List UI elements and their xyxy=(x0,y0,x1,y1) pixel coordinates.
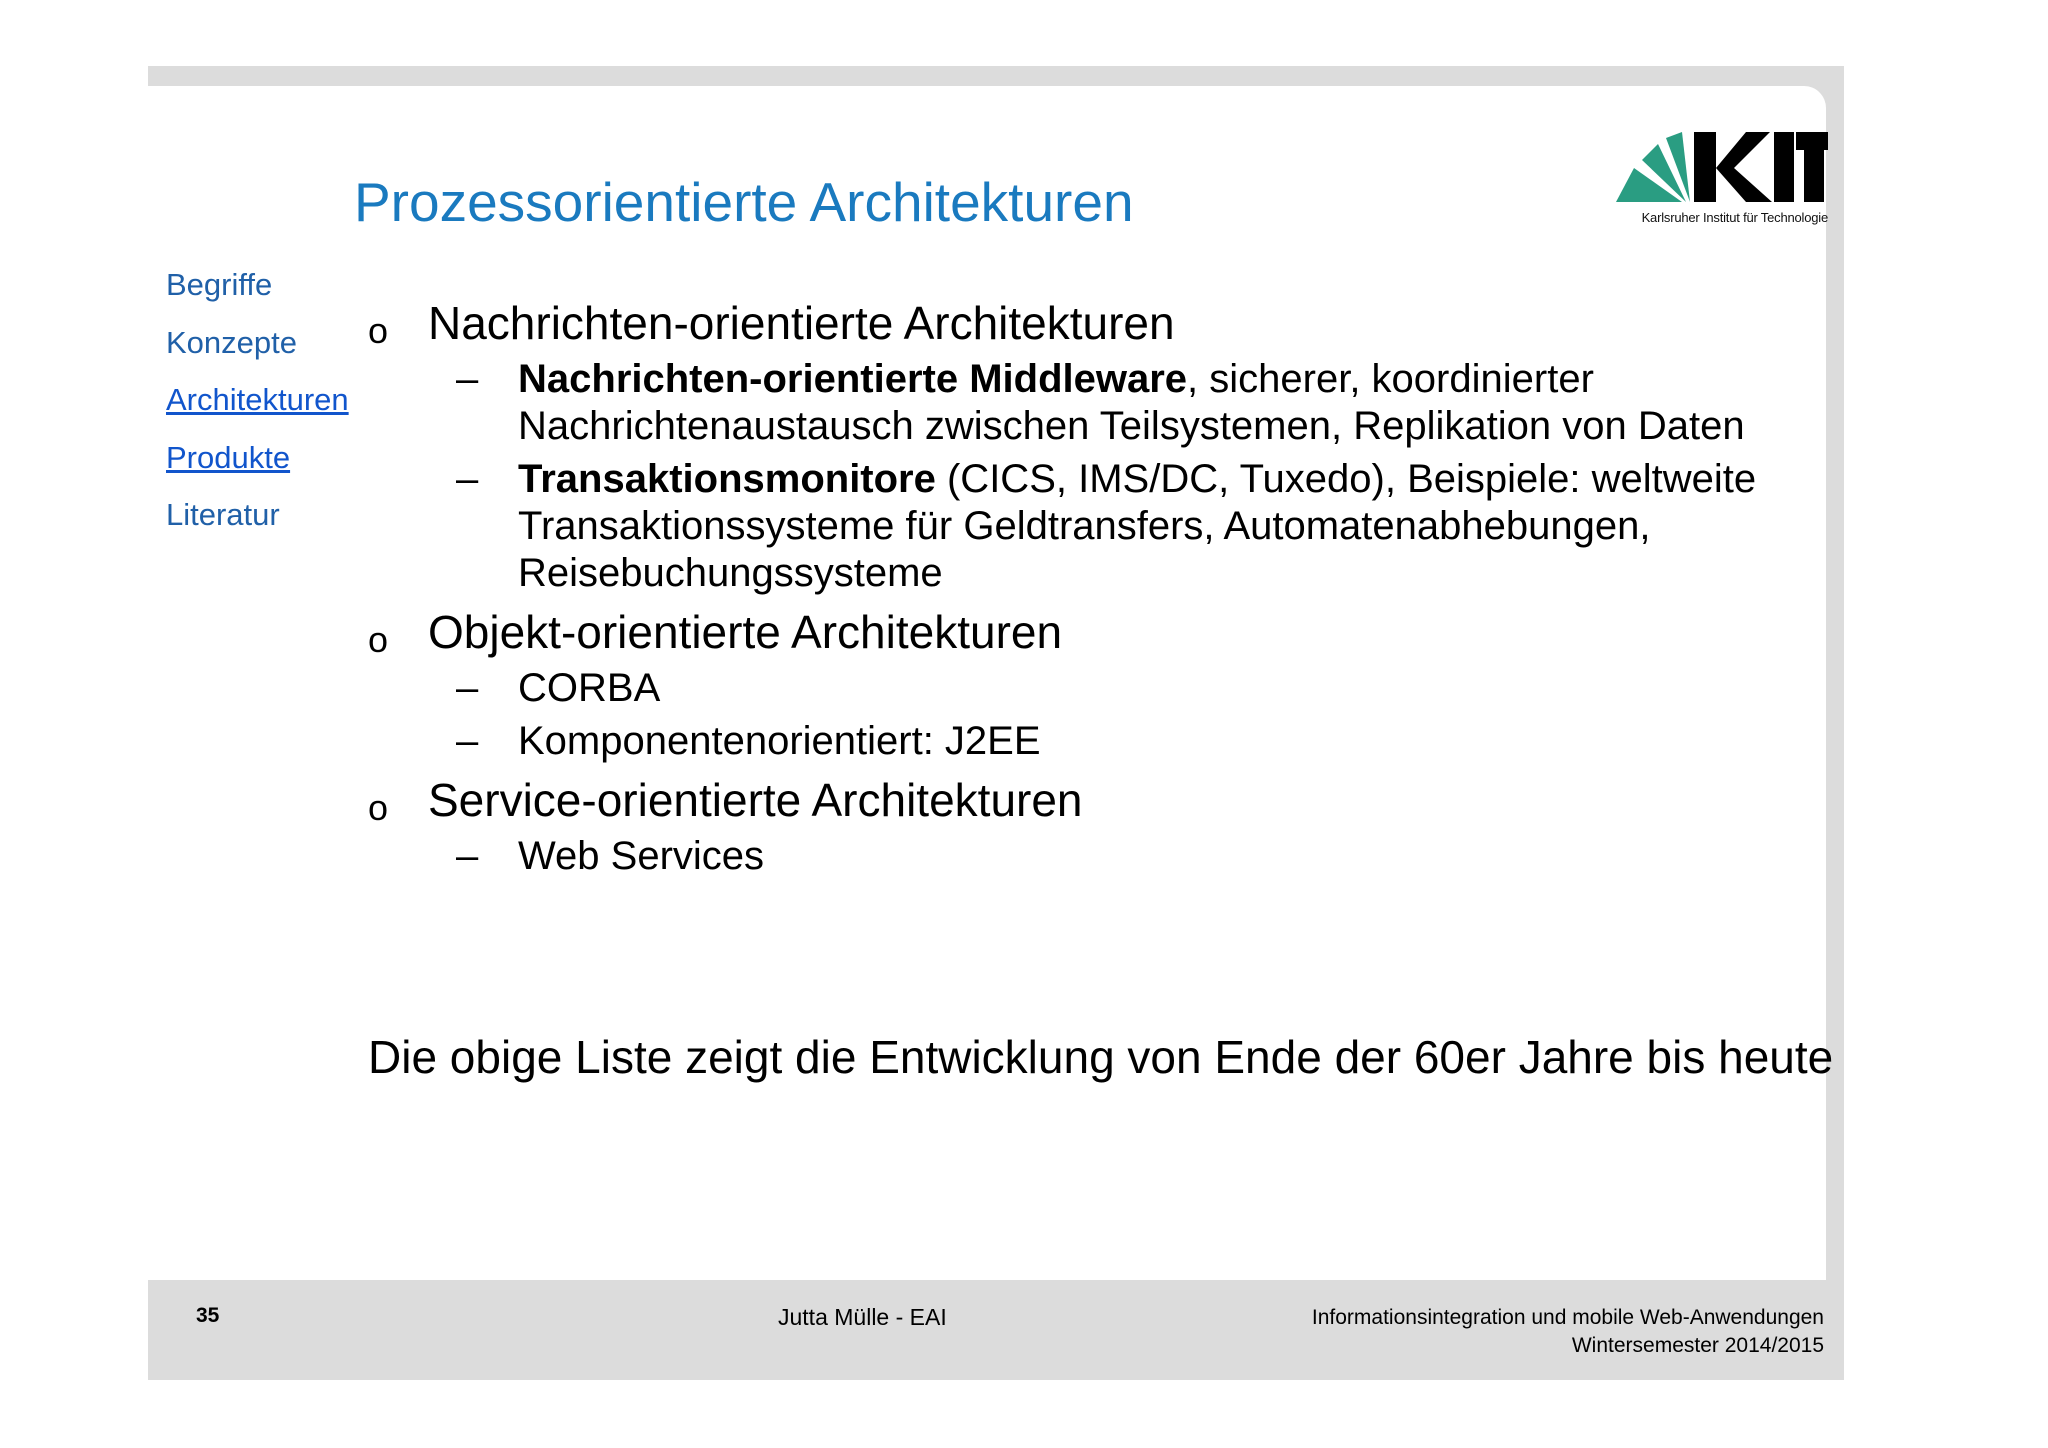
bullet-marker: o xyxy=(368,787,389,828)
sub-item-web-services xyxy=(368,833,1788,880)
course-title: Informationsintegration und mobile Web-Anwendungen xyxy=(1311,1306,1824,1329)
bullet-nachrichten xyxy=(368,296,1788,350)
term-transaktionsmonitore: Transaktionsmonitore xyxy=(518,457,936,501)
sub-item-middleware xyxy=(368,356,1788,450)
bullet-marker: o xyxy=(368,310,389,351)
sub-item-text: , sicherer, koordinierter Nachrichtenaustausch zwischen Teilsystemen, Replikation von Daten xyxy=(518,357,1745,448)
dash-marker: – xyxy=(456,719,479,763)
sub-item-text: Web Services xyxy=(518,834,765,878)
page-number: 35 xyxy=(196,1304,220,1327)
logo-subtitle: Karlsruher Institut für Technologie xyxy=(1641,210,1828,225)
sub-item-transaktionsmonitore xyxy=(368,456,1788,597)
summary-text: Die obige Liste zeigt die Entwicklung von Ende der 60er Jahre bis heute xyxy=(368,1031,1834,1083)
bullet-label: Service-orientierte Architekturen xyxy=(428,774,1083,826)
footer-author: Jutta Mülle - EAI xyxy=(778,1304,947,1330)
course-semester: Wintersemester 2014/2015 xyxy=(1571,1334,1824,1357)
term-middleware: Nachrichten-orientierte Middleware xyxy=(518,357,1188,401)
footer-course xyxy=(1312,1304,1824,1360)
bullet-label: Objekt-orientierte Architekturen xyxy=(428,606,1063,658)
sub-item-text: (CICS, IMS/DC, Tuxedo), Beispiele: weltweite Transaktionssysteme für Geldtransfers, Automatenabhebungen, Reisebuchungssysteme xyxy=(518,457,1757,595)
nav-item-konzepte[interactable]: Konzepte xyxy=(166,324,297,360)
dash-marker: – xyxy=(456,834,479,878)
nav-item-produkte[interactable]: Produkte xyxy=(166,439,291,475)
dash-marker: – xyxy=(456,666,479,710)
nav-item-literatur[interactable]: Literatur xyxy=(166,497,280,532)
bullet-label: Nachrichten-orientierte Architekturen xyxy=(428,297,1175,349)
slide-title: Prozessorientierte Architekturen xyxy=(354,171,1134,233)
sub-item-corba xyxy=(368,665,1788,712)
dash-marker: – xyxy=(456,357,479,401)
sidebar-nav xyxy=(166,265,349,553)
nav-item-begriffe[interactable]: Begriffe xyxy=(166,267,273,302)
sub-item-text: Komponentenorientiert: J2EE xyxy=(518,719,1041,763)
sub-item-text: CORBA xyxy=(518,666,661,710)
nav-item-architekturen[interactable]: Architekturen xyxy=(166,382,349,417)
sub-item-j2ee xyxy=(368,718,1788,765)
slide-content xyxy=(368,296,1788,880)
bullet-service xyxy=(368,773,1788,827)
bullet-marker: o xyxy=(368,619,389,660)
bullet-objekt xyxy=(368,605,1788,659)
dash-marker: – xyxy=(456,457,479,501)
